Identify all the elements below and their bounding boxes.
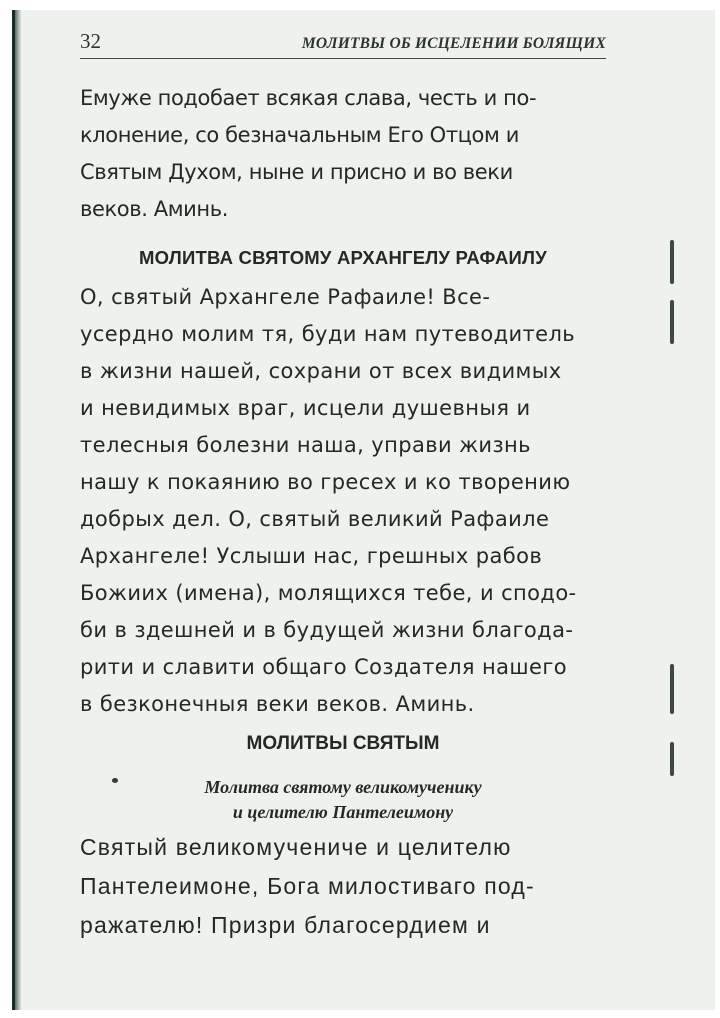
text-line: рити и славити общаго Создателя нашего bbox=[80, 655, 568, 679]
text-line: Архангеле! Услыши нас, грешных рабов bbox=[80, 544, 543, 568]
binding-staple bbox=[670, 664, 674, 714]
page-header bbox=[80, 28, 606, 59]
binding-staple bbox=[670, 742, 674, 776]
raphael-prayer-heading: МОЛИТВА СВЯТОМУ АРХАНГЕЛУ РАФАИЛУ bbox=[139, 247, 547, 268]
binding-staple bbox=[670, 300, 674, 344]
text-line: и невидимых враг, исцели душевныя и bbox=[80, 396, 531, 420]
text-line: би в здешней и в будущей жизни благода- bbox=[80, 618, 574, 642]
page-number: 32 bbox=[80, 29, 101, 53]
pantaleon-subtitle-line: и целителю Пантелеимону bbox=[232, 802, 454, 822]
text-line: Божиих (имена), молящихся тебе, и сподо- bbox=[80, 581, 577, 605]
text-line: телесныя болезни наша, управи жизнь bbox=[80, 433, 531, 457]
running-title: МОЛИТВЫ ОБ ИСЦЕЛЕНИИ БОЛЯЩИХ bbox=[301, 35, 606, 52]
text-line: веков. Аминь. bbox=[80, 197, 228, 221]
binding-staple bbox=[670, 240, 674, 284]
text-line: клонение, со безначальным Его Отцом и bbox=[80, 123, 519, 147]
book-spine bbox=[15, 10, 21, 1010]
text-line: усердно молим тя, буди нам путеводитель bbox=[80, 322, 576, 346]
saints-prayers-heading: МОЛИТВЫ СВЯТЫМ bbox=[246, 733, 440, 754]
text-line: Святый великомучениче и целителю bbox=[80, 834, 512, 860]
text-line: Емуже подобает всякая слава, честь и по- bbox=[80, 86, 537, 110]
raphael-prayer-text bbox=[80, 279, 606, 723]
pantaleon-prayer-text bbox=[80, 828, 606, 945]
text-line: в безконечныя веки веков. Аминь. bbox=[80, 692, 475, 716]
text-line: в жизни нашей, сохрани от всех видимых bbox=[80, 359, 562, 383]
text-line: ражателю! Призри благосердием и bbox=[80, 912, 491, 938]
text-line: нашу к покаянию во гресех и ко творению bbox=[80, 470, 571, 494]
text-line: Святым Духом, ныне и присно и во веки bbox=[80, 160, 513, 184]
ink-speck bbox=[112, 778, 118, 783]
text-line: О, святый Архангеле Рафаиле! Все- bbox=[80, 285, 491, 309]
text-line: Пантелеимоне, Бога милостиваго под- bbox=[80, 873, 535, 899]
text-line: добрых дел. О, святый великий Рафаиле bbox=[80, 507, 550, 531]
pantaleon-subtitle-line: Молитва святому великомученику bbox=[204, 777, 482, 797]
intro-paragraph bbox=[80, 80, 606, 228]
